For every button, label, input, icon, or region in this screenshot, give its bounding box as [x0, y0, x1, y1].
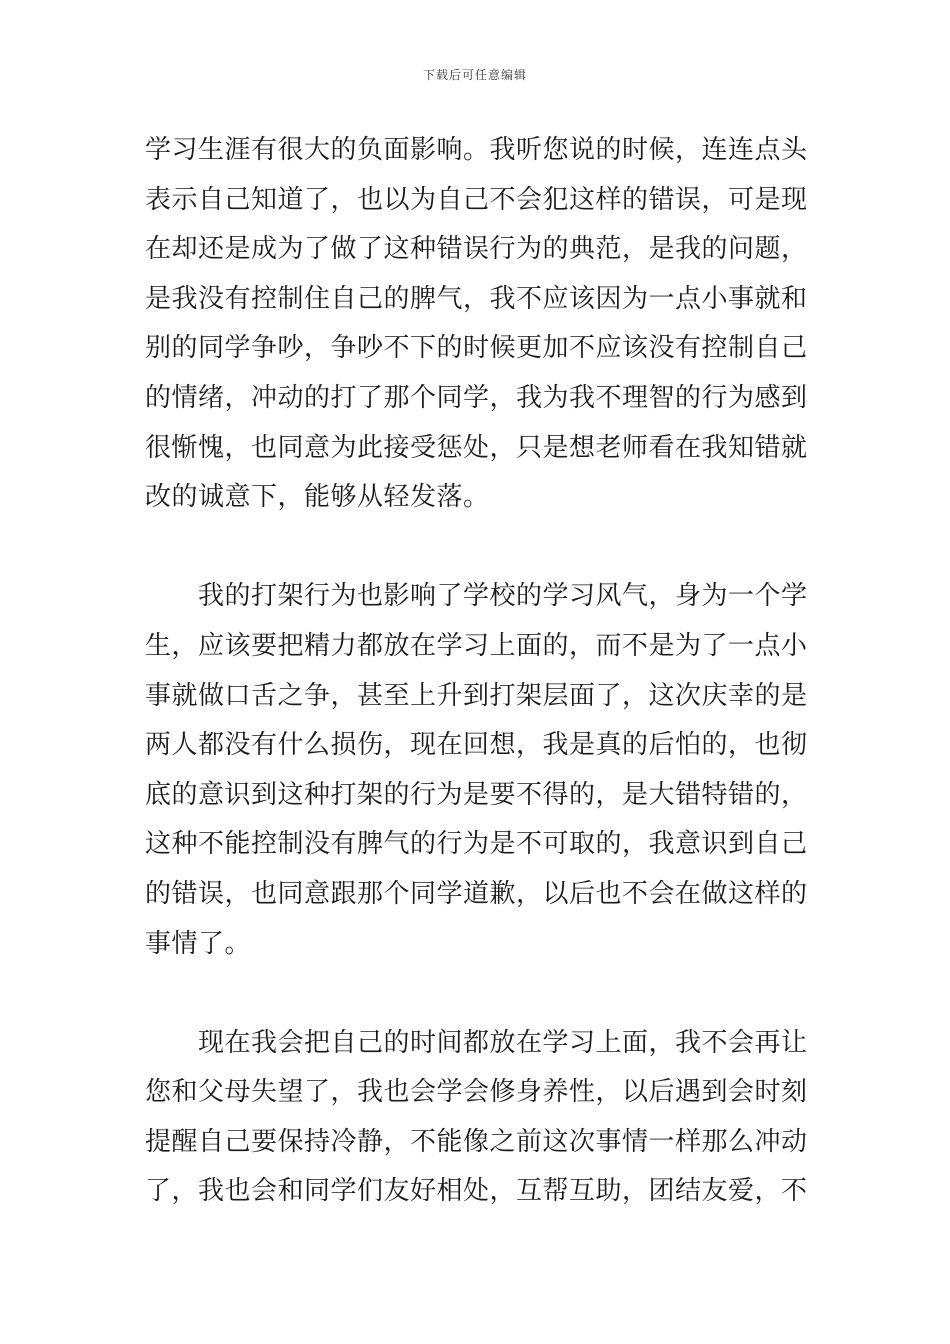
- text-line: 生，应该要把精力都放在学习上面的，而不是为了一点小: [145, 630, 808, 661]
- text-line: 现在我会把自己的时间都放在学习上面，我不会再让: [145, 1027, 808, 1058]
- text-line: 改的诚意下，能够从轻发落。: [145, 482, 490, 513]
- text-line: 别的同学争吵，争吵不下的时候更加不应该没有控制自己: [145, 333, 808, 364]
- paragraph-spacer: [145, 969, 805, 1019]
- text-line: 的情绪，冲动的打了那个同学，我为我不理智的行为感到: [145, 382, 808, 413]
- text-line: 在却还是成为了做了这种错误行为的典范，是我的问题，: [145, 234, 808, 265]
- paragraph-spacer: [145, 523, 805, 573]
- text-line: 提醒自己要保持冷静，不能像之前这次事情一样那么冲动: [145, 1126, 808, 1157]
- text-line: 的错误，也同意跟那个同学道歉，以后也不会在做这样的: [145, 878, 808, 909]
- text-line: 底的意识到这种打架的行为是要不得的，是大错特错的，: [145, 779, 808, 810]
- paragraph-1: [145, 126, 808, 523]
- text-line: 是我没有控制住自己的脾气，我不应该因为一点小事就和: [145, 283, 808, 314]
- text-line: 学习生涯有很大的负面影响。我听您说的时候，连连点头: [145, 135, 808, 165]
- text-line: 事情了。: [145, 928, 252, 959]
- text-line: 事就做口舌之争，甚至上升到打架层面了，这次庆幸的是: [145, 680, 808, 711]
- paragraph-2: [145, 572, 808, 969]
- text-line: 很惭愧，也同意为此接受惩处，只是想老师看在我知错就: [145, 432, 808, 463]
- text-line: 您和父母失望了，我也会学会修身养性，以后遇到会时刻: [145, 1077, 808, 1108]
- page-header-note: 下载后可任意编辑: [422, 68, 527, 82]
- paragraph-3: [145, 1019, 808, 1217]
- text-line: 两人都没有什么损伤，现在回想，我是真的后怕的，也彻: [145, 730, 808, 761]
- text-line: 我的打架行为也影响了学校的学习风气，身为一个学: [145, 581, 808, 612]
- text-line: 表示自己知道了，也以为自己不会犯这样的错误，可是现: [145, 184, 808, 215]
- text-line: 这种不能控制没有脾气的行为是不可取的，我意识到自己: [145, 829, 808, 860]
- text-line: 了，我也会和同学们友好相处，互帮互助，团结友爱，不: [145, 1176, 808, 1207]
- document-body: [145, 126, 808, 1217]
